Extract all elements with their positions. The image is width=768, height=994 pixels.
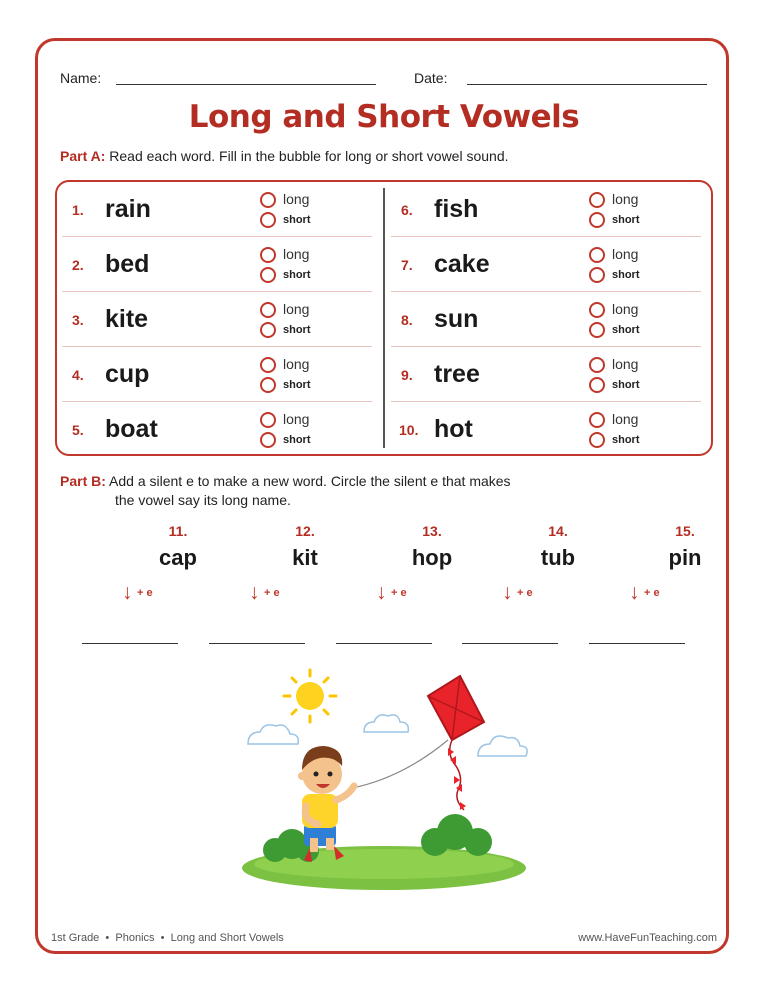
answer-line[interactable] bbox=[336, 643, 432, 644]
short-bubble[interactable] bbox=[589, 322, 605, 338]
long-bubble[interactable] bbox=[260, 247, 276, 263]
long-label: long bbox=[612, 191, 639, 207]
item-word: tree bbox=[434, 360, 480, 388]
part-a-divider bbox=[383, 188, 385, 448]
item-word: kite bbox=[105, 305, 149, 333]
date-field[interactable] bbox=[467, 84, 707, 85]
item-number: 15. bbox=[675, 523, 695, 539]
sun-icon bbox=[284, 670, 336, 722]
bullet-icon: • bbox=[157, 932, 168, 944]
item-number: 12. bbox=[295, 523, 315, 539]
item-word: hot bbox=[434, 415, 473, 443]
part-a-item bbox=[62, 292, 372, 347]
short-bubble[interactable] bbox=[260, 322, 276, 338]
part-a-text: Read each word. Fill in the bubble for long or short vowel sound. bbox=[109, 148, 509, 164]
item-number: 14. bbox=[548, 523, 568, 539]
plus-e-label: + e bbox=[137, 587, 153, 599]
answer-line[interactable] bbox=[589, 643, 685, 644]
item-word: cup bbox=[105, 360, 150, 388]
part-a-label: Part A: bbox=[60, 148, 106, 164]
item-number: 3. bbox=[72, 312, 84, 328]
part-a-item bbox=[391, 347, 701, 402]
long-bubble[interactable] bbox=[260, 192, 276, 208]
arrow-down-icon: ↓ bbox=[249, 581, 260, 604]
item-word: rain bbox=[105, 195, 151, 223]
long-bubble[interactable] bbox=[589, 357, 605, 373]
arrow-down-icon: ↓ bbox=[502, 581, 513, 604]
part-a-item bbox=[391, 402, 701, 457]
name-label: Name: bbox=[60, 70, 102, 86]
long-label: long bbox=[283, 301, 310, 317]
footer-grade: 1st Grade bbox=[51, 932, 100, 944]
part-b-text-line2: the vowel say its long name. bbox=[115, 492, 291, 508]
long-label: long bbox=[612, 246, 639, 262]
footer-site-link[interactable]: www.HaveFunTeaching.com bbox=[578, 932, 717, 944]
item-number: 7. bbox=[401, 257, 413, 273]
kite-string bbox=[352, 740, 448, 788]
item-word: pin bbox=[668, 545, 702, 570]
plus-e-label: + e bbox=[391, 587, 407, 599]
short-label: short bbox=[283, 214, 311, 226]
boy-figure bbox=[298, 746, 354, 862]
short-bubble[interactable] bbox=[589, 377, 605, 393]
bullet-icon: • bbox=[102, 932, 113, 944]
short-label: short bbox=[283, 269, 311, 281]
item-number: 2. bbox=[72, 257, 84, 273]
plus-e-label: + e bbox=[644, 587, 660, 599]
item-number: 8. bbox=[401, 312, 413, 328]
footer-subject: Phonics bbox=[115, 932, 155, 944]
arrow-down-icon: ↓ bbox=[122, 581, 133, 604]
arrow-down-icon: ↓ bbox=[629, 581, 640, 604]
short-label: short bbox=[283, 324, 311, 336]
footer-topic: Long and Short Vowels bbox=[170, 932, 284, 944]
item-number: 5. bbox=[72, 422, 84, 438]
answer-line[interactable] bbox=[462, 643, 558, 644]
long-label: long bbox=[612, 356, 639, 372]
answer-line[interactable] bbox=[82, 643, 178, 644]
long-label: long bbox=[612, 301, 639, 317]
short-label: short bbox=[612, 324, 640, 336]
plus-e-label: + e bbox=[517, 587, 533, 599]
short-label: short bbox=[612, 434, 640, 446]
part-a-item bbox=[62, 347, 372, 402]
long-bubble[interactable] bbox=[260, 412, 276, 428]
item-word: fish bbox=[434, 195, 479, 223]
short-label: short bbox=[612, 269, 640, 281]
long-bubble[interactable] bbox=[260, 357, 276, 373]
item-number: 6. bbox=[401, 202, 413, 218]
cloud-icon bbox=[248, 725, 298, 744]
short-label: short bbox=[283, 379, 311, 391]
short-bubble[interactable] bbox=[260, 212, 276, 228]
answer-line[interactable] bbox=[209, 643, 305, 644]
long-bubble[interactable] bbox=[260, 302, 276, 318]
short-bubble[interactable] bbox=[589, 212, 605, 228]
short-label: short bbox=[612, 379, 640, 391]
short-bubble[interactable] bbox=[260, 377, 276, 393]
short-label: short bbox=[283, 434, 311, 446]
part-a-item bbox=[391, 237, 701, 292]
part-b-label: Part B: bbox=[60, 473, 106, 489]
part-a-item bbox=[62, 402, 372, 457]
item-word: tub bbox=[540, 545, 576, 570]
item-number: 10. bbox=[399, 422, 419, 438]
arrow-down-icon: ↓ bbox=[376, 581, 387, 604]
item-number: 4. bbox=[72, 367, 84, 383]
short-bubble[interactable] bbox=[589, 432, 605, 448]
short-bubble[interactable] bbox=[260, 432, 276, 448]
long-label: long bbox=[283, 191, 310, 207]
plus-e-label: + e bbox=[264, 587, 280, 599]
long-label: long bbox=[283, 411, 310, 427]
name-field[interactable] bbox=[116, 84, 376, 85]
short-bubble[interactable] bbox=[589, 267, 605, 283]
item-word: boat bbox=[105, 415, 158, 443]
cloud-icon bbox=[364, 715, 408, 732]
item-word: cake bbox=[434, 250, 490, 278]
part-a-item bbox=[391, 182, 701, 237]
item-word: kit bbox=[292, 545, 318, 570]
kite-illustration bbox=[230, 660, 540, 895]
footer-breadcrumb bbox=[51, 932, 284, 944]
date-label: Date: bbox=[414, 70, 448, 86]
long-label: long bbox=[283, 246, 310, 262]
long-bubble[interactable] bbox=[589, 302, 605, 318]
long-label: long bbox=[612, 411, 639, 427]
part-a-instruction bbox=[60, 147, 509, 166]
kite-icon bbox=[428, 676, 484, 810]
part-b-instruction bbox=[60, 472, 511, 510]
item-number: 11. bbox=[168, 523, 188, 539]
bush-right bbox=[421, 814, 492, 856]
short-bubble[interactable] bbox=[260, 267, 276, 283]
item-number: 13. bbox=[422, 523, 442, 539]
long-label: long bbox=[283, 356, 310, 372]
item-word: cap bbox=[159, 545, 197, 570]
item-word: bed bbox=[105, 250, 150, 278]
part-a-item bbox=[62, 182, 372, 237]
long-bubble[interactable] bbox=[589, 192, 605, 208]
item-number: 1. bbox=[72, 202, 84, 218]
cloud-icon bbox=[478, 736, 527, 756]
item-word: sun bbox=[434, 305, 479, 333]
part-b-text-line1: Add a silent e to make a new word. Circle the silent e that makes bbox=[109, 473, 511, 489]
short-label: short bbox=[612, 214, 640, 226]
long-bubble[interactable] bbox=[589, 412, 605, 428]
long-bubble[interactable] bbox=[589, 247, 605, 263]
item-word: hop bbox=[411, 545, 453, 570]
page-title: Long and Short Vowels bbox=[188, 99, 580, 135]
item-number: 9. bbox=[401, 367, 413, 383]
part-a-item bbox=[62, 237, 372, 292]
part-a-item bbox=[391, 292, 701, 347]
